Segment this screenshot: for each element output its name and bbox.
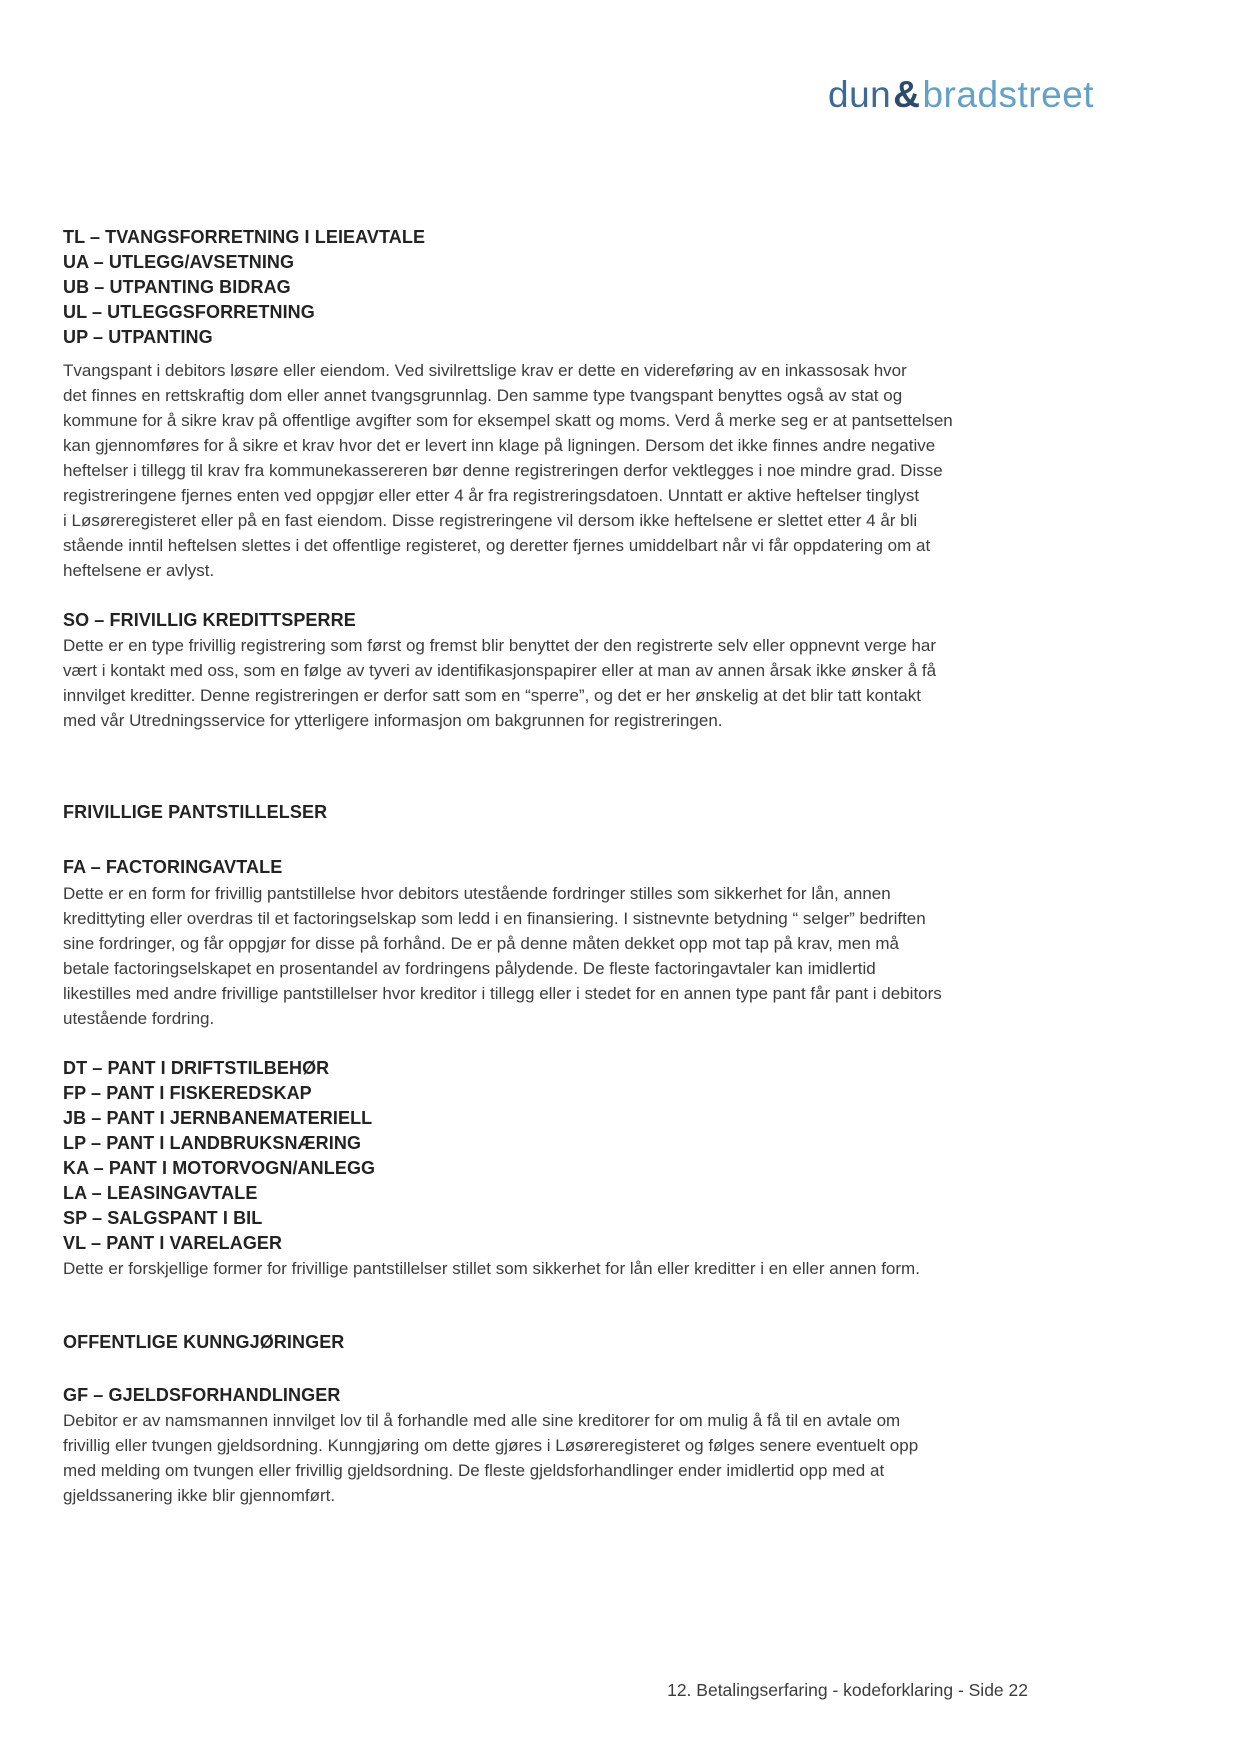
code-heading-ua: UA – UTLEGG/AVSETNING	[63, 252, 295, 272]
paragraph-line: gjeldssanering ikke blir gjennomført.	[63, 1486, 336, 1505]
code-heading-jb: JB – PANT I JERNBANEMATERIELL	[63, 1108, 373, 1128]
paragraph-line: betale factoringselskapet en prosentandel av fordringens pålydende. De fleste factoringavtaler kan imidlertid	[63, 959, 876, 978]
paragraph-line: kredittyting eller overdras til et factoringselskap som ledd i en finansiering. I sistnevnte betydning “ selger” bedriften	[63, 909, 926, 928]
paragraph-line: det finnes en rettskraftig dom eller annet tvangsgrunnlag. Den samme type tvangspant benyttes også av stat og	[63, 386, 903, 405]
paragraph-line: stående inntil heftelsen slettes i det offentlige registeret, og deretter fjernes umiddelbart når vi får oppdatering om at	[63, 536, 931, 555]
logo-dun-text: dun	[828, 74, 892, 115]
paragraph-line: kommune for å sikre krav på offentlige avgifter som for eksempel skatt og moms. Verd å merke seg er at pantsettelsen	[63, 411, 953, 430]
logo-ampersand-icon: &	[893, 74, 921, 115]
paragraph-line: Dette er en type frivillig registrering som først og fremst blir benyttet der den registrerte selv eller oppnevnt verge har	[63, 636, 937, 655]
code-heading-ka: KA – PANT I MOTORVOGN/ANLEGG	[63, 1158, 376, 1178]
paragraph-line: registreringene fjernes enten ved oppgjør eller etter 4 år fra registreringsdatoen. Unntatt er aktive heftelser tinglyst	[63, 486, 920, 505]
paragraph-line: i Løsøreregisteret eller på en fast eiendom. Disse registreringene vil dersom ikke heftelsene er slettet etter 4 år bli	[63, 511, 918, 530]
code-heading-lp: LP – PANT I LANDBRUKSNÆRING	[63, 1133, 362, 1153]
paragraph-line: Dette er forskjellige former for frivillige pantstillelser stillet som sikkerhet for lån eller kreditter i en eller annen form.	[63, 1259, 920, 1278]
paragraph-line: vært i kontakt med oss, som en følge av tyveri av identifikasjonspapirer eller at man av annen årsak ikke ønsker å få	[63, 661, 937, 680]
so-paragraph	[63, 633, 1183, 733]
code-heading-dt: DT – PANT I DRIFTSTILBEHØR	[63, 1058, 330, 1078]
paragraph-line: frivillig eller tvungen gjeldsordning. Kunngjøring om dette gjøres i Løsøreregisteret og følges senere eventuelt opp	[63, 1436, 919, 1455]
paragraph-line: med melding om tvungen eller frivillig gjeldsordning. De fleste gjeldsforhandlinger ender imidlertid opp med at	[63, 1461, 885, 1480]
code-heading-ul: UL – UTLEGGSFORRETNING	[63, 302, 315, 322]
gf-heading: GF – GJELDSFORHANDLINGER	[63, 1385, 341, 1405]
dun-bradstreet-logo	[828, 74, 1094, 116]
paragraph-line: Tvangspant i debitors løsøre eller eiendom. Ved sivilrettslige krav er dette en videreføring av en inkassosak hvor	[63, 361, 907, 380]
code-heading-tl: TL – TVANGSFORRETNING I LEIEAVTALE	[63, 227, 426, 247]
gf-paragraph	[63, 1408, 1183, 1508]
code-heading-la: LA – LEASINGAVTALE	[63, 1183, 258, 1203]
paragraph-line: innvilget kreditter. Denne registreringen er derfor satt som en “sperre”, og det er her ønskelig at det blir tatt kontakt	[63, 686, 921, 705]
paragraph-line: utestående fordring.	[63, 1009, 215, 1028]
fa-heading: FA – FACTORINGAVTALE	[63, 857, 283, 877]
paragraph-line: kan gjennomføres for å sikre et krav hvor det er levert inn klage på ligningen. Dersom det ikke finnes andre negative	[63, 436, 936, 455]
logo-bradstreet-text: bradstreet	[922, 74, 1095, 115]
pant-paragraph	[63, 1256, 1183, 1281]
so-heading: SO – FRIVILLIG KREDITTSPERRE	[63, 610, 356, 630]
paragraph-line: Dette er en form for frivillig pantstillelse hvor debitors utestående fordringer stilles som sikkerhet for lån, annen	[63, 884, 891, 903]
pant-code-heading-list	[63, 1056, 1183, 1256]
page-footer: 12. Betalingserfaring - kodeforklaring - Side 22	[667, 1680, 1028, 1700]
code-heading-ub: UB – UTPANTING BIDRAG	[63, 277, 291, 297]
paragraph-line: Debitor er av namsmannen innvilget lov til å forhandle med alle sine kreditorer for om mulig å få til en avtale om	[63, 1411, 901, 1430]
paragraph-line: heftelsene er avlyst.	[63, 561, 215, 580]
tvangs-code-heading-list	[63, 225, 1183, 350]
frivillige-section-heading: FRIVILLIGE PANTSTILLELSER	[63, 802, 328, 822]
paragraph-line: likestilles med andre frivillige pantstillelser hvor kreditor i tillegg eller i stedet for en annen type pant får pant i debitors	[63, 984, 942, 1003]
code-heading-sp: SP – SALGSPANT I BIL	[63, 1208, 263, 1228]
code-heading-up: UP – UTPANTING	[63, 327, 213, 347]
paragraph-line: heftelser i tillegg til krav fra kommunekassereren bør denne registreringen derfor vektlegges i noe mindre grad. Disse	[63, 461, 943, 480]
paragraph-line: med vår Utredningsservice for ytterligere informasjon om bakgrunnen for registreringen.	[63, 711, 723, 730]
paragraph-line: sine fordringer, og får oppgjør for disse på forhånd. De er på denne måten dekket opp mot tap på krav, men må	[63, 934, 899, 953]
tvangs-paragraph	[63, 358, 1183, 583]
code-heading-vl: VL – PANT I VARELAGER	[63, 1233, 283, 1253]
offentlige-section-heading: OFFENTLIGE KUNNGJØRINGER	[63, 1332, 345, 1352]
code-heading-fp: FP – PANT I FISKEREDSKAP	[63, 1083, 312, 1103]
fa-paragraph	[63, 881, 1183, 1031]
